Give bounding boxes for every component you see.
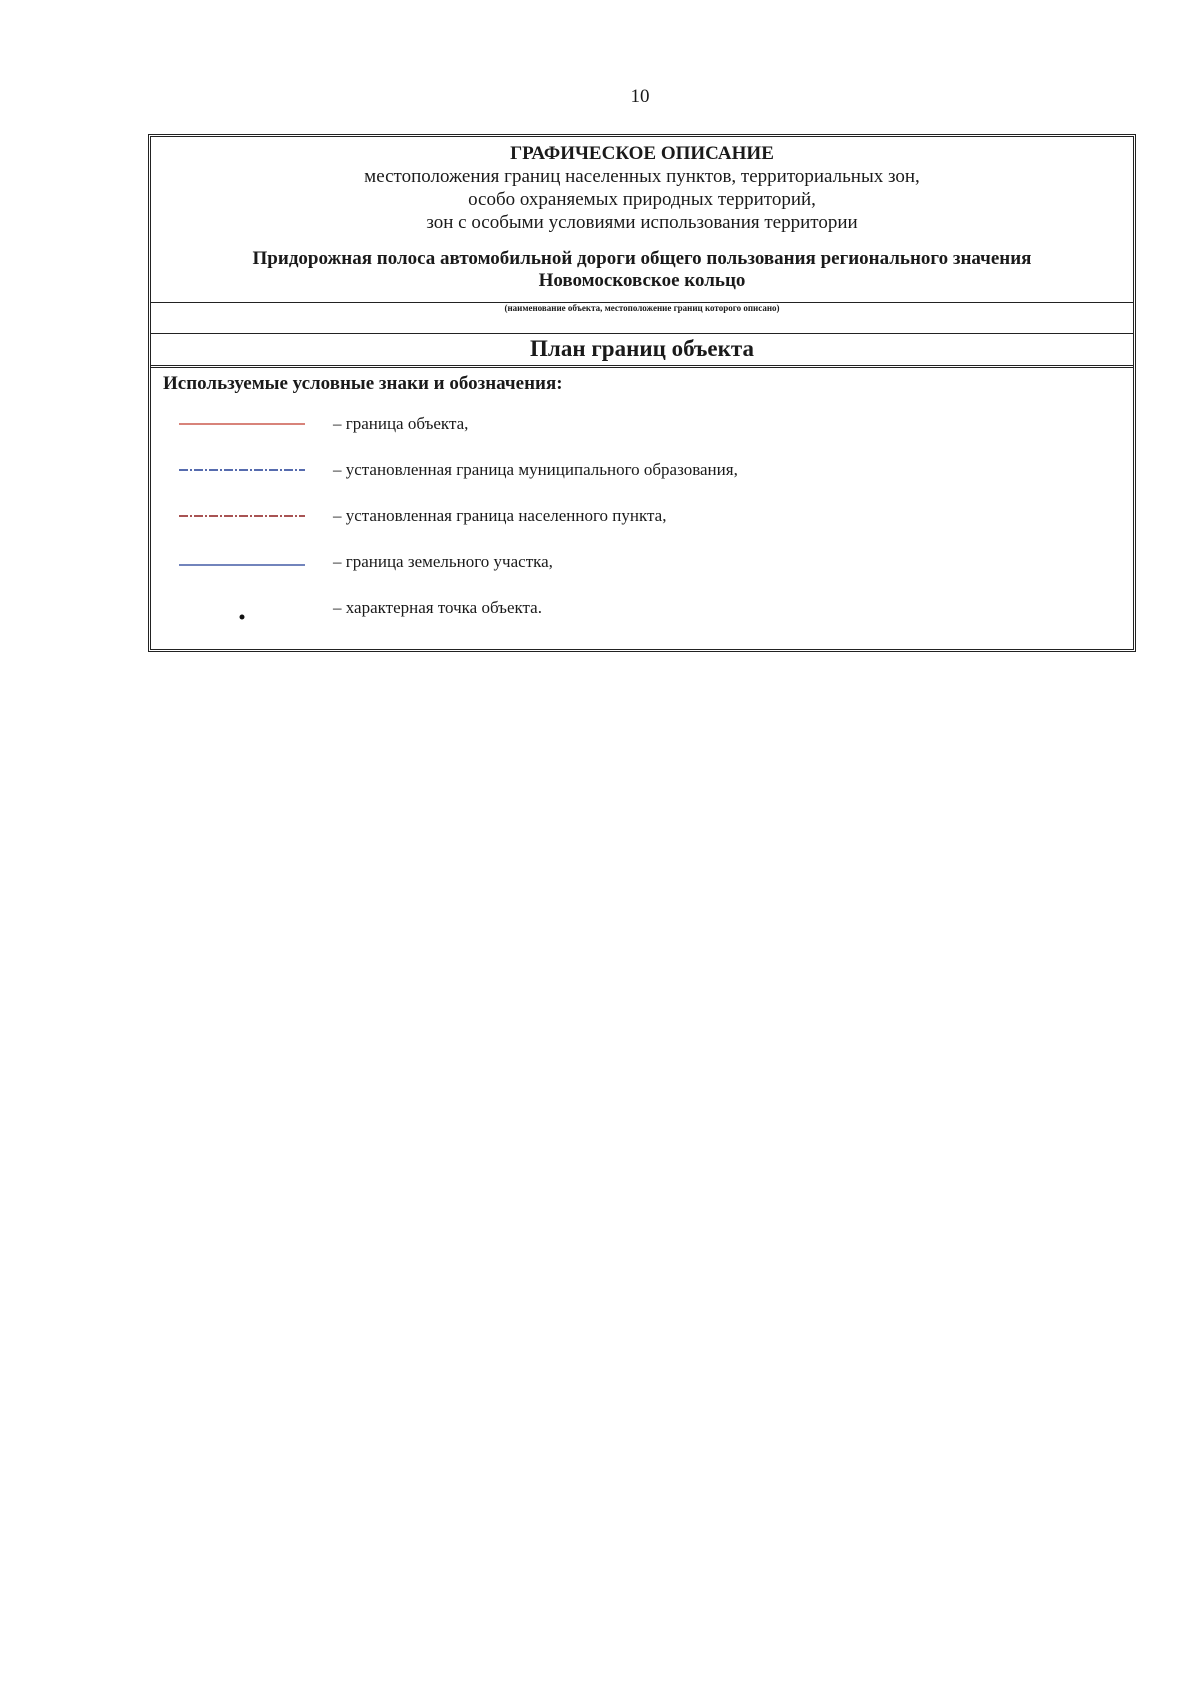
- legend-item-label: – установленная граница населенного пункта,: [333, 506, 667, 525]
- legend-item: [151, 505, 1133, 531]
- solid-line-icon: [179, 419, 305, 429]
- object-name-line: Новомосковское кольцо: [538, 270, 746, 291]
- legend-item: [151, 459, 1133, 485]
- dot-icon: [179, 601, 305, 621]
- divider: [151, 365, 1133, 368]
- object-name-line: Придорожная полоса автомобильной дороги общего пользования регионального значения: [252, 248, 1032, 269]
- object-caption: (наименование объекта, местоположение границ которого описано): [504, 303, 780, 313]
- document-title: ГРАФИЧЕСКОЕ ОПИСАНИЕ: [510, 143, 774, 164]
- legend-item: [151, 551, 1133, 577]
- plan-title: План границ объекта: [530, 336, 754, 361]
- document-subtitle-line: особо охраняемых природных территорий,: [468, 189, 816, 210]
- dash-dot-line-icon: [179, 465, 305, 475]
- dash-dot-line-icon: [179, 511, 305, 521]
- legend-item-label: – установленная граница муниципального образования,: [333, 460, 738, 479]
- legend-heading: Используемые условные знаки и обозначения:: [163, 373, 563, 394]
- header-block: [151, 137, 1133, 305]
- legend-item: [151, 597, 1133, 623]
- page-number: 10: [630, 86, 650, 107]
- legend-item-label: – граница объекта,: [333, 414, 469, 433]
- description-frame: [148, 134, 1136, 652]
- document-subtitle-line: зон с особыми условиями использования территории: [426, 212, 858, 233]
- legend-item: [151, 413, 1133, 439]
- legend-item-label: – характерная точка объекта.: [333, 598, 542, 617]
- solid-line-icon: [179, 557, 305, 567]
- document-subtitle-line: местоположения границ населенных пунктов, территориальных зон,: [364, 166, 920, 187]
- legend-item-label: – граница земельного участка,: [333, 552, 553, 571]
